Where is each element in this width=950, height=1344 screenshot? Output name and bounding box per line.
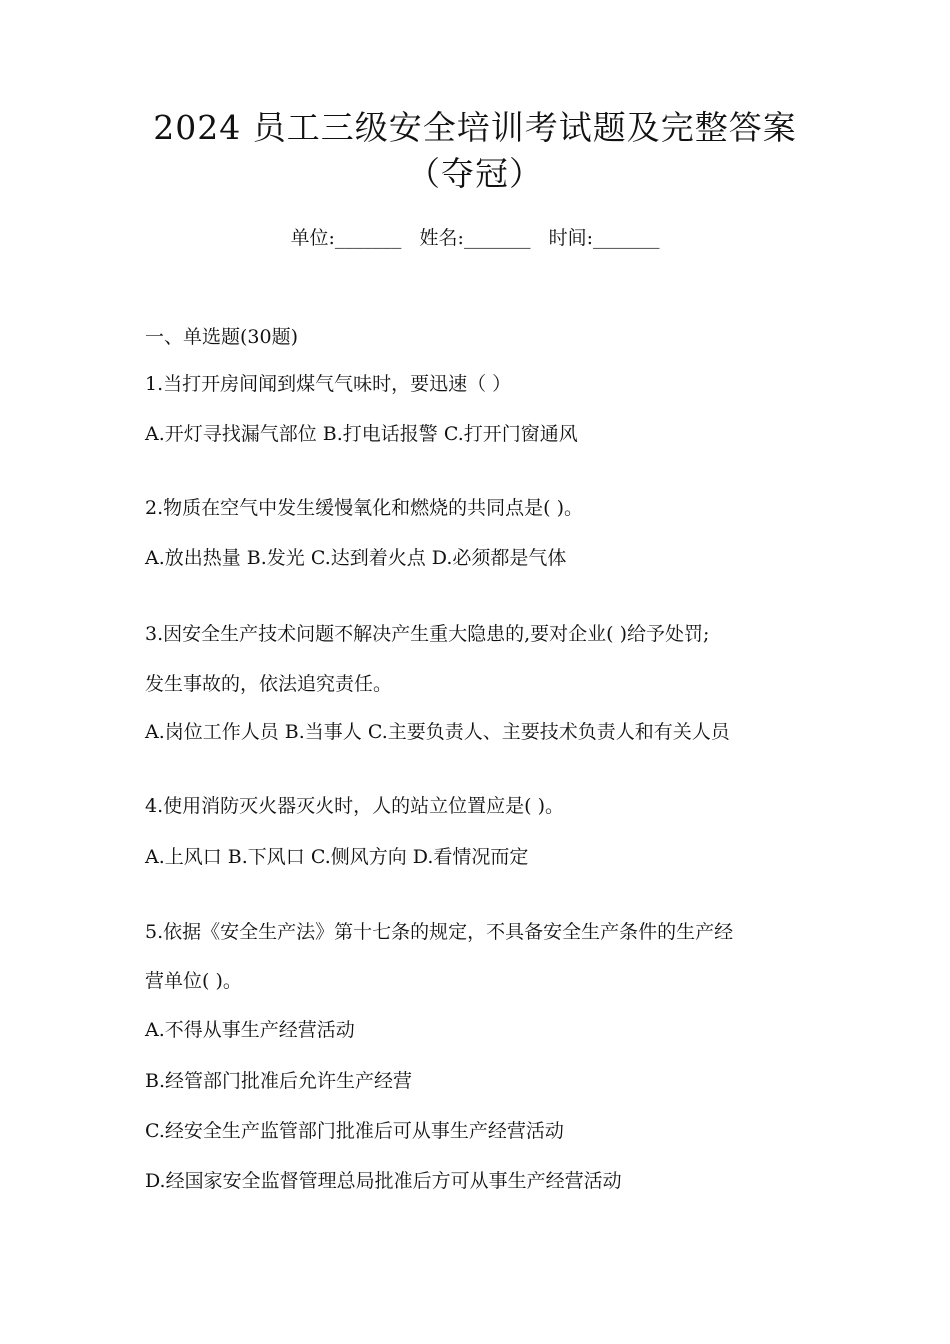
question-3-stem-line-2: 发生事故的，依法追究责任。	[145, 673, 393, 695]
document-title: 2024 员工三级安全培训考试题及完整答案	[153, 108, 797, 147]
question-4-options: A.上风口 B.下风口 C.侧风方向 D.看情况而定	[145, 846, 529, 868]
question-5-option-b: B.经管部门批准后允许生产经营	[145, 1070, 413, 1092]
unit-field: 单位:_______	[290, 227, 402, 249]
name-field: 姓名:_______	[419, 227, 531, 249]
question-3-stem-line-1: 3.因安全生产技术问题不解决产生重大隐患的,要对企业( )给予处罚;	[145, 623, 710, 645]
time-field: 时间:_______	[548, 227, 660, 249]
section-heading: 一、单选题(30题)	[145, 326, 299, 348]
document-subtitle: （夺冠）	[407, 154, 543, 193]
question-1-options: A.开灯寻找漏气部位 B.打电话报警 C.打开门窗通风	[145, 423, 578, 445]
question-4-stem: 4.使用消防灭火器灭火时，人的站立位置应是( )。	[145, 795, 564, 817]
question-5-stem-line-1: 5.依据《安全生产法》第十七条的规定，不具备安全生产条件的生产经	[145, 921, 734, 943]
question-2-stem: 2.物质在空气中发生缓慢氧化和燃烧的共同点是( )。	[145, 497, 583, 519]
question-3-options: A.岗位工作人员 B.当事人 C.主要负责人、主要技术负责人和有关人员	[145, 721, 730, 743]
question-5-option-c: C.经安全生产监管部门批准后可从事生产经营活动	[145, 1120, 564, 1142]
question-2-options: A.放出热量 B.发光 C.达到着火点 D.必须都是气体	[145, 547, 567, 569]
question-5-option-d: D.经国家安全监督管理总局批准后方可从事生产经营活动	[145, 1170, 622, 1192]
question-5-option-a: A.不得从事生产经营活动	[145, 1019, 355, 1041]
info-fields	[0, 224, 950, 252]
question-5-stem-line-2: 营单位( )。	[145, 970, 242, 992]
question-1-stem: 1.当打开房间闻到煤气气味时，要迅速（ ）	[145, 373, 512, 395]
